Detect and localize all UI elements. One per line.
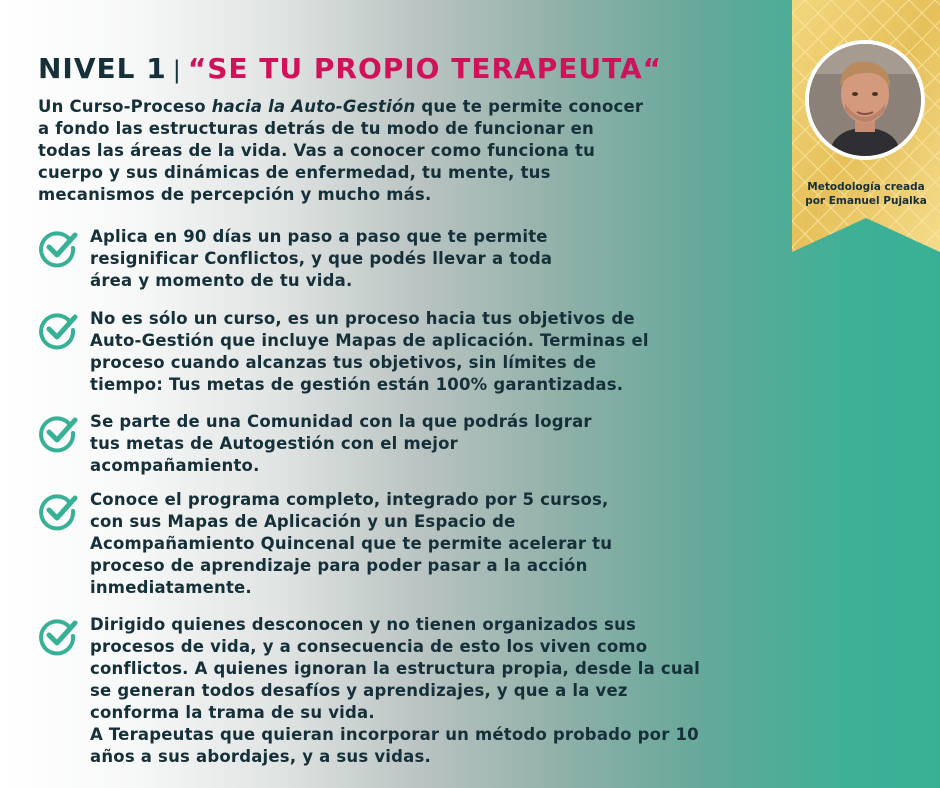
level-label: NIVEL 1 xyxy=(38,52,167,85)
item-line: inmediatamente. xyxy=(90,578,252,597)
check-circle-icon xyxy=(38,616,78,656)
intro-line-2: a fondo las estructuras detrás de tu modo de funcionar en xyxy=(38,119,594,138)
check-circle-icon xyxy=(38,228,78,268)
course-title: “SE TU PROPIO TERAPEUTA“ xyxy=(187,52,663,85)
item-line: No es sólo un curso, es un proceso hacia tus objetivos de xyxy=(90,309,635,328)
item-line: proceso cuando alcanzas tus objetivos, sin límites de xyxy=(90,353,597,372)
intro-line-3: todas las áreas de la vida. Vas a conocer como funciona tu xyxy=(38,141,596,160)
check-circle-icon xyxy=(38,491,78,531)
avatar xyxy=(805,40,925,160)
portrait-image xyxy=(809,44,921,156)
item-line: Dirigido quienes desconocen y no tienen organizados sus xyxy=(90,615,637,634)
title-separator: | xyxy=(172,56,182,84)
check-circle-icon xyxy=(38,310,78,350)
item-line: se generan todos desafíos y aprendizajes, y que a la vez xyxy=(90,681,628,700)
item-line: conforma la trama de su vida. xyxy=(90,703,375,722)
item-line: con sus Mapas de Aplicación y un Espacio de xyxy=(90,512,516,531)
item-line: Auto-Gestión que incluye Mapas de aplicación. Terminas el xyxy=(90,331,649,350)
item-line: años a sus abordajes, y a sus vidas. xyxy=(90,747,431,766)
item-line: acompañamiento. xyxy=(90,456,260,475)
item-line: Conoce el programa completo, integrado por 5 cursos, xyxy=(90,490,609,509)
item-line: Se parte de una Comunidad con la que podrás lograr xyxy=(90,412,592,431)
ribbon-caption xyxy=(794,180,938,208)
caption-line-1: Metodología creada xyxy=(807,181,925,193)
item-line: tus metas de Autogestión con el mejor xyxy=(90,434,458,453)
intro-emphasis: hacia la Auto-Gestión xyxy=(211,97,416,116)
intro-text-start: Un Curso-Proceso xyxy=(38,97,212,116)
item-line: Acompañamiento Quincenal que te permite acelerar tu xyxy=(90,534,613,553)
item-line: área y momento de tu vida. xyxy=(90,271,353,290)
item-line: proceso de aprendizaje para poder pasar a la acción xyxy=(90,556,588,575)
item-line: tiempo: Tus metas de gestión están 100% garantizadas. xyxy=(90,375,624,394)
check-circle-icon xyxy=(38,413,78,453)
item-line: procesos de vida, y a consecuencia de esto los viven como xyxy=(90,637,648,656)
intro-paragraph xyxy=(38,96,738,206)
intro-text-line1-end: que te permite conocer xyxy=(415,97,644,116)
item-line: Aplica en 90 días un paso a paso que te permite xyxy=(90,227,548,246)
caption-line-2: por Emanuel Pujalka xyxy=(805,195,927,207)
item-line: conflictos. A quienes ignoran la estructura propia, desde la cual xyxy=(90,659,700,678)
item-line: resignificar Conflictos, y que podés llevar a toda xyxy=(90,249,553,268)
intro-line-4: cuerpo y sus dinámicas de enfermedad, tu mente, tus xyxy=(38,163,551,182)
item-line: A Terapeutas que quieran incorporar un método probado por 10 xyxy=(90,725,699,744)
intro-line-5: mecanismos de percepción y mucho más. xyxy=(38,185,432,204)
page-title xyxy=(38,52,662,85)
